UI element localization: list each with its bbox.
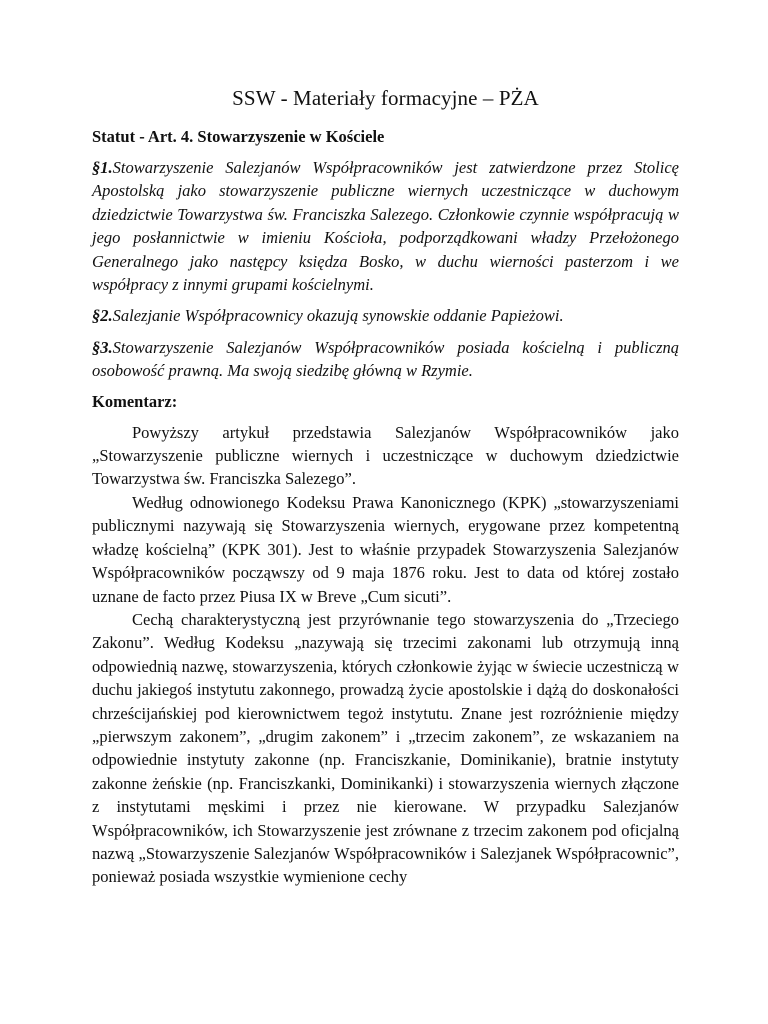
section-text: Stowarzyszenie Salezjanów Współpracowników posiada kościelną i publiczną osobowość prawną. Ma swoją siedzibę główną w Rzymie. — [92, 337, 679, 381]
section-number: §2. — [92, 306, 113, 326]
section-number: §1. — [92, 158, 113, 177]
statute-section-1 — [92, 156, 679, 296]
commentary-heading: Komentarz: — [92, 391, 178, 411]
document-page — [92, 84, 679, 889]
commentary-body — [92, 421, 679, 889]
commentary-paragraph: Cechą charakterystyczną jest przyrównanie tego stowarzyszenia do „Trzeciego Zakonu”. Według Kodeksu „nazywają się trzecimi zakonami lub otrzymują inną odpowiednią nazwę, stowarzyszenia, których członkowie żyjąc w świecie uczestniczą w duchu jakiegoś instytutu zakonnego, prowadzą życie apostolskie i dążą do doskonałości chrześcijańskiej pod kierownictwem tegoż instytutu. Znane jest rozróżnienie między „pierwszym zakonem”, „drugim zakonem” i „trzecim zakonem”, ze wskazaniem na odpowiednie instytuty zakonne (np. Franciszkanie, Dominikanie), bratnie instytuty zakonne żeńskie (np. Franciszkanki, Dominikanki) i stowarzyszenia wiernych złączone z instytutami męskimi i przez nie kierowane. W przypadku Salezjanów Współpracowników, ich Stowarzyszenie jest zrównane z trzecim zakonem pod oficjalną nazwą „Stowarzyszenie Salezjanów Współpracowników i Salezjanek Współpracownic”, ponieważ posiada wszystkie wymienione cechy — [92, 609, 679, 887]
section-text: Salezjanie Współpracownicy okazują synowskie oddanie Papieżowi. — [112, 306, 564, 326]
commentary-paragraph: Według odnowionego Kodeksu Prawa Kanonicznego (KPK) „stowarzyszeniami publicznymi nazywają się Stowarzyszenia wiernych, erygowane przez kompetentną władzę kościelną” (KPK 301). Jest to właśnie przypadek Stowarzyszenia Salezjanów Współpracowników począwszy od 9 maja 1876 roku. Jest to data od której zostało uznane de facto przez Piusa IX w Breve „Cum sicuti”. — [92, 492, 679, 606]
statute-section-2 — [92, 304, 679, 327]
section-text: Stowarzyszenie Salezjanów Współpracowników jest zatwierdzone przez Stolicę Apostolską jako stowarzyszenie publiczne wiernych uczestniczące w duchowym dziedzictwie Towarzystwa św. Franciszka Salezego. Członkowie czynnie współpracują w jego posłannictwie w imieniu Kościoła, podporządkowani władzy Przełożonego Generalnego jako następcy księdza Bosko, w duchu wierności pasterzom i we współpracy z innymi grupami kościelnymi. — [92, 158, 679, 295]
statute-heading: Statut - Art. 4. Stowarzyszenie w Kościele — [92, 127, 385, 146]
page-title: SSW - Materiały formacyjne – PŻA — [232, 86, 539, 110]
section-number: §3. — [92, 337, 113, 357]
commentary-paragraph: Powyższy artykuł przedstawia Salezjanów Współpracowników jako „Stowarzyszenie publiczne wiernych i uczestniczące w duchowym dziedzictwie Towarzystwa św. Franciszka Salezego”. — [92, 422, 679, 489]
statute-section-3 — [92, 336, 679, 383]
